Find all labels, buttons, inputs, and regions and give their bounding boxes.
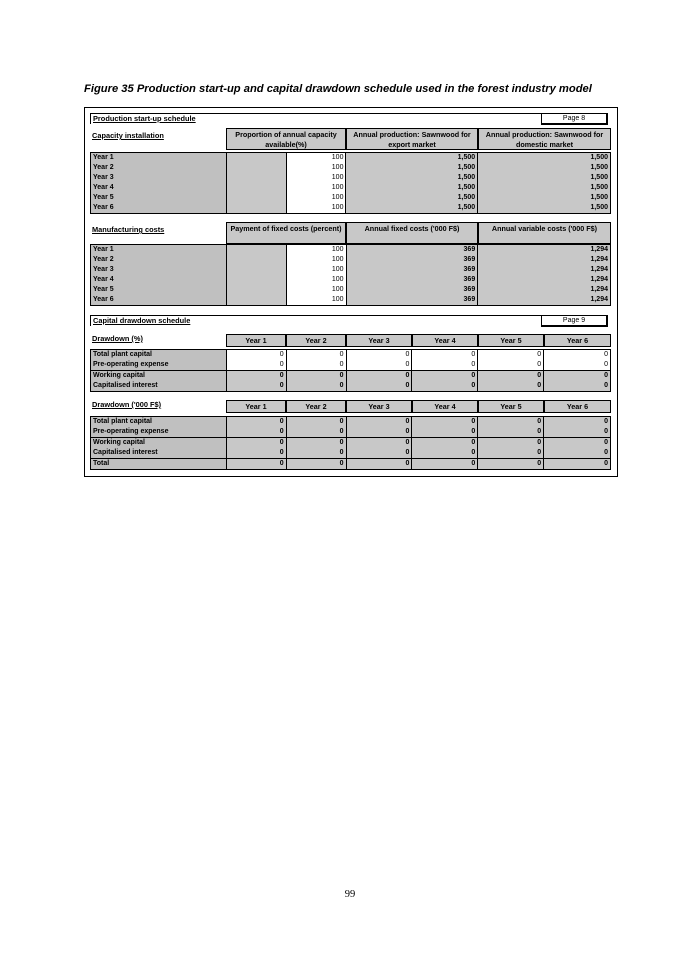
row-label: Year 3 <box>91 265 227 275</box>
row-label: Year 2 <box>91 163 227 173</box>
value-cell: 0 <box>346 371 412 382</box>
table-row <box>91 173 611 183</box>
row-label: Total plant capital <box>91 417 227 428</box>
blank-cell <box>226 183 286 193</box>
year-header: Year 4 <box>412 334 478 347</box>
blank-cell <box>226 245 286 256</box>
value-cell: 0 <box>478 381 544 392</box>
blank-cell <box>226 295 286 306</box>
table-row <box>91 193 611 203</box>
table-row <box>91 438 611 449</box>
value-cell: 0 <box>226 371 286 382</box>
drawdown-fdollars-title: Drawdown ('000 F$) <box>92 400 162 409</box>
value-cell: 0 <box>478 417 544 428</box>
value-cell: 0 <box>226 427 286 438</box>
value-cell: 0 <box>286 417 346 428</box>
capacity-title: Capacity installation <box>92 131 164 140</box>
value-cell: 369 <box>346 255 478 265</box>
value-cell: 0 <box>412 381 478 392</box>
blank-cell <box>226 265 286 275</box>
year-header: Year 3 <box>346 334 412 347</box>
value-cell: 369 <box>346 295 478 306</box>
value-cell: 1,294 <box>478 265 611 275</box>
year-header: Year 5 <box>478 334 544 347</box>
value-cell: 0 <box>286 360 346 371</box>
value-cell: 100 <box>286 245 346 256</box>
value-cell: 1,500 <box>478 173 611 183</box>
row-label: Working capital <box>91 438 227 449</box>
value-cell: 0 <box>412 371 478 382</box>
table-row <box>91 417 611 428</box>
table-row <box>91 255 611 265</box>
value-cell: 0 <box>346 381 412 392</box>
value-cell: 0 <box>226 381 286 392</box>
value-cell: 1,500 <box>346 183 478 193</box>
value-cell: 0 <box>346 417 412 428</box>
capacity-header-1: Proportion of annual capacity available(%) <box>226 128 346 150</box>
capacity-table <box>90 152 611 214</box>
value-cell: 0 <box>226 360 286 371</box>
manufacturing-table <box>90 244 611 306</box>
capacity-header-2: Annual production: Sawnwood for export market <box>346 128 478 150</box>
value-cell: 0 <box>286 438 346 449</box>
value-cell: 100 <box>286 153 346 164</box>
value-cell: 0 <box>412 350 478 361</box>
value-cell: 369 <box>346 265 478 275</box>
value-cell: 1,500 <box>346 193 478 203</box>
row-label: Year 2 <box>91 255 227 265</box>
table-row <box>91 203 611 214</box>
capacity-header-3: Annual production: Sawnwood for domestic market <box>478 128 611 150</box>
table-row <box>91 163 611 173</box>
value-cell: 0 <box>346 448 412 459</box>
value-cell: 0 <box>286 371 346 382</box>
year-header: Year 6 <box>544 400 611 413</box>
year-header: Year 2 <box>286 334 346 347</box>
value-cell: 1,500 <box>478 193 611 203</box>
value-cell: 1,500 <box>346 163 478 173</box>
startup-title: Production start-up schedule <box>90 113 200 124</box>
row-label: Capitalised interest <box>91 381 227 392</box>
blank-cell <box>226 255 286 265</box>
value-cell: 369 <box>346 275 478 285</box>
value-cell: 0 <box>544 438 611 449</box>
value-cell: 0 <box>286 459 346 470</box>
value-cell: 100 <box>286 255 346 265</box>
value-cell: 369 <box>346 245 478 256</box>
value-cell: 0 <box>412 459 478 470</box>
value-cell: 1,500 <box>346 153 478 164</box>
value-cell: 0 <box>286 381 346 392</box>
drawdown-percent-title: Drawdown (%) <box>92 334 143 343</box>
value-cell: 1,500 <box>478 183 611 193</box>
page-number: 99 <box>344 889 356 900</box>
value-cell: 100 <box>286 163 346 173</box>
year-header: Year 6 <box>544 334 611 347</box>
year-header: Year 2 <box>286 400 346 413</box>
value-cell: 100 <box>286 275 346 285</box>
startup-rule <box>198 113 541 114</box>
figure-caption: Figure 35 Production start-up and capital drawdown schedule used in the forest industry model <box>84 83 592 95</box>
value-cell: 0 <box>412 360 478 371</box>
row-label: Total <box>91 459 227 470</box>
value-cell: 100 <box>286 193 346 203</box>
value-cell: 100 <box>286 265 346 275</box>
value-cell: 0 <box>478 371 544 382</box>
value-cell: 0 <box>478 438 544 449</box>
table-row <box>91 448 611 459</box>
drawdown-fdollars-table <box>90 416 611 470</box>
value-cell: 0 <box>544 417 611 428</box>
row-label: Pre-operating expense <box>91 427 227 438</box>
table-row <box>91 295 611 306</box>
year-header: Year 1 <box>226 400 286 413</box>
value-cell: 0 <box>478 427 544 438</box>
table-row <box>91 459 611 470</box>
value-cell: 100 <box>286 295 346 306</box>
value-cell: 1,294 <box>478 275 611 285</box>
value-cell: 0 <box>412 438 478 449</box>
value-cell: 1,500 <box>478 163 611 173</box>
value-cell: 1,500 <box>346 173 478 183</box>
value-cell: 100 <box>286 285 346 295</box>
table-row <box>91 427 611 438</box>
row-label: Year 6 <box>91 203 227 214</box>
value-cell: 1,294 <box>478 295 611 306</box>
row-label: Year 4 <box>91 275 227 285</box>
blank-cell <box>226 203 286 214</box>
value-cell: 0 <box>226 459 286 470</box>
value-cell: 0 <box>346 438 412 449</box>
manufacturing-header-1: Payment of fixed costs (percent) <box>226 222 346 244</box>
table-row <box>91 275 611 285</box>
value-cell: 0 <box>544 371 611 382</box>
page-8-label: Page 8 <box>541 113 608 125</box>
year-header: Year 1 <box>226 334 286 347</box>
value-cell: 0 <box>544 350 611 361</box>
year-header: Year 4 <box>412 400 478 413</box>
value-cell: 100 <box>286 203 346 214</box>
table-row <box>91 350 611 361</box>
value-cell: 0 <box>544 448 611 459</box>
row-label: Year 1 <box>91 245 227 256</box>
row-label: Pre-operating expense <box>91 360 227 371</box>
blank-cell <box>226 173 286 183</box>
row-label: Year 6 <box>91 295 227 306</box>
value-cell: 0 <box>346 360 412 371</box>
row-label: Total plant capital <box>91 350 227 361</box>
row-label: Year 1 <box>91 153 227 164</box>
value-cell: 1,294 <box>478 255 611 265</box>
row-label: Year 3 <box>91 173 227 183</box>
manufacturing-header-3: Annual variable costs ('000 F$) <box>478 222 611 244</box>
table-row <box>91 153 611 164</box>
value-cell: 100 <box>286 183 346 193</box>
row-label: Year 5 <box>91 285 227 295</box>
value-cell: 0 <box>478 360 544 371</box>
manufacturing-header-2: Annual fixed costs ('000 F$) <box>346 222 478 244</box>
table-row <box>91 360 611 371</box>
table-row <box>91 371 611 382</box>
blank-cell <box>226 285 286 295</box>
drawdown-title: Capital drawdown schedule <box>90 315 200 326</box>
value-cell: 0 <box>478 459 544 470</box>
row-label: Capitalised interest <box>91 448 227 459</box>
drawdown-rule <box>198 315 541 316</box>
value-cell: 0 <box>544 427 611 438</box>
value-cell: 0 <box>478 448 544 459</box>
page-9-label: Page 9 <box>541 315 608 327</box>
blank-cell <box>226 193 286 203</box>
value-cell: 0 <box>226 438 286 449</box>
row-label: Working capital <box>91 371 227 382</box>
value-cell: 0 <box>286 350 346 361</box>
blank-cell <box>226 153 286 164</box>
value-cell: 1,500 <box>478 203 611 214</box>
row-label: Year 5 <box>91 193 227 203</box>
value-cell: 0 <box>412 417 478 428</box>
value-cell: 0 <box>544 360 611 371</box>
table-row <box>91 285 611 295</box>
value-cell: 369 <box>346 285 478 295</box>
value-cell: 0 <box>478 350 544 361</box>
value-cell: 0 <box>226 417 286 428</box>
value-cell: 0 <box>286 427 346 438</box>
value-cell: 1,294 <box>478 285 611 295</box>
table-row <box>91 183 611 193</box>
blank-cell <box>226 275 286 285</box>
year-header: Year 3 <box>346 400 412 413</box>
value-cell: 1,294 <box>478 245 611 256</box>
row-label: Year 4 <box>91 183 227 193</box>
value-cell: 0 <box>226 448 286 459</box>
year-header: Year 5 <box>478 400 544 413</box>
table-row <box>91 245 611 256</box>
drawdown-percent-table <box>90 349 611 392</box>
table-row <box>91 265 611 275</box>
value-cell: 1,500 <box>346 203 478 214</box>
value-cell: 0 <box>544 459 611 470</box>
table-row <box>91 381 611 392</box>
value-cell: 0 <box>544 381 611 392</box>
value-cell: 0 <box>346 427 412 438</box>
value-cell: 0 <box>412 427 478 438</box>
manufacturing-title: Manufacturing costs <box>92 225 165 234</box>
value-cell: 0 <box>412 448 478 459</box>
value-cell: 0 <box>346 350 412 361</box>
value-cell: 0 <box>226 350 286 361</box>
value-cell: 0 <box>346 459 412 470</box>
value-cell: 1,500 <box>478 153 611 164</box>
value-cell: 0 <box>286 448 346 459</box>
blank-cell <box>226 163 286 173</box>
value-cell: 100 <box>286 173 346 183</box>
